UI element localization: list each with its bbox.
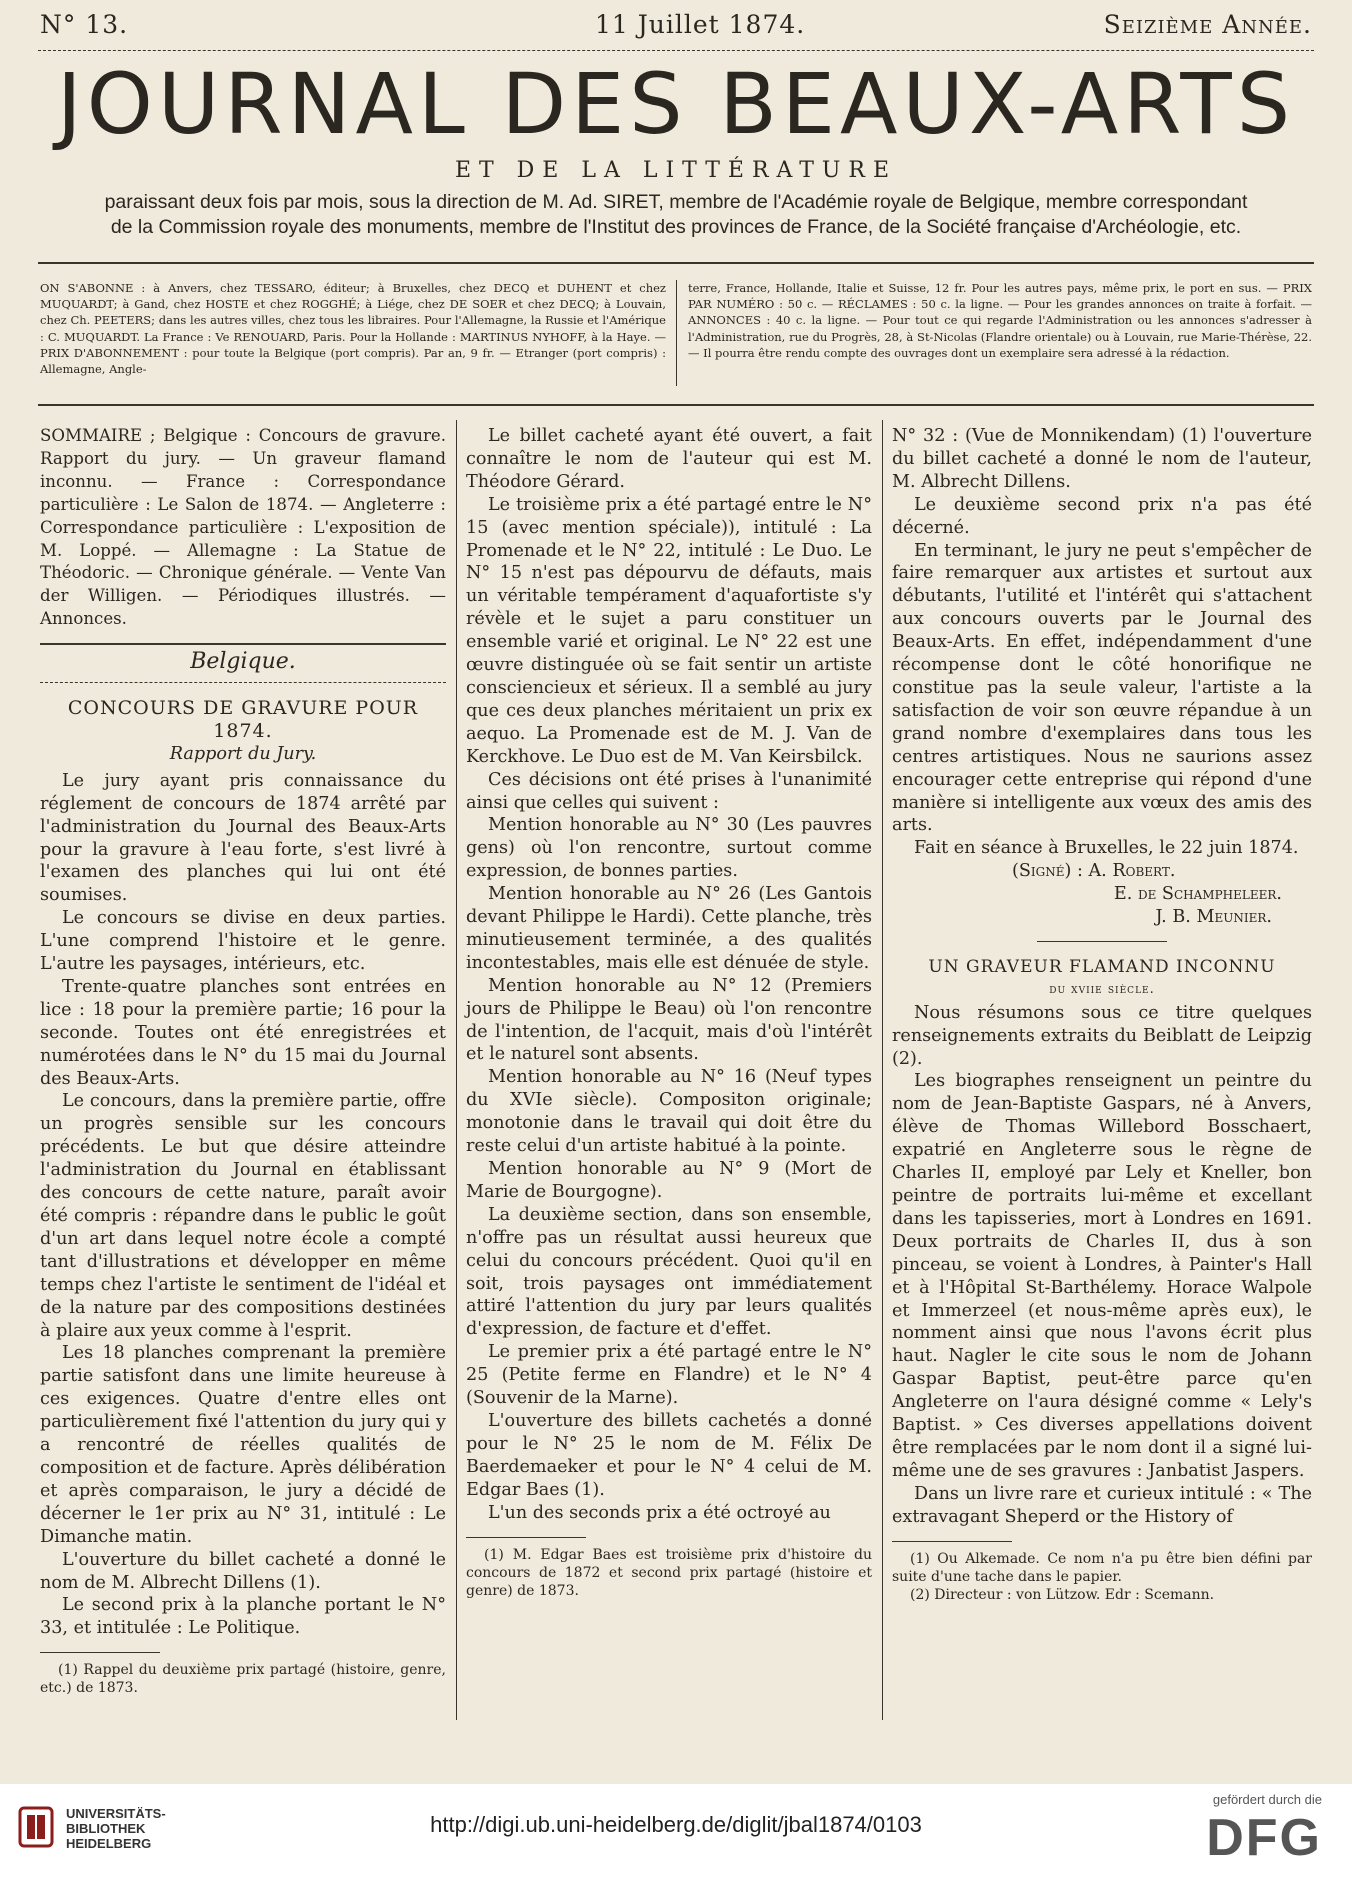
masthead-divider (38, 262, 1314, 264)
paragraph: Nous résumons sous ce titre quelques renseignements extraits du Beiblatt de Leipzig (2). (892, 1002, 1312, 1069)
issue-date: 11 Juillet 1874. (595, 10, 806, 39)
article-heading-concours: CONCOURS DE GRAVURE POUR 1874. (67, 697, 419, 742)
paragraph: Le billet cacheté ayant été ouvert, a fait connaître le nom de l'auteur qui est M. Théodore Gérard. (466, 426, 872, 492)
library-line: BIBLIOTHEK (66, 1821, 146, 1836)
paragraph: N° 32 : (Vue de Monnikendam) (1) l'ouverture du billet cacheté a donné le nom de l'auteur, M. Albrecht Dillens. (892, 426, 1312, 492)
paragraph: Mention honorable au N° 16 (Neuf types du XVIe siècle). Compositon originale; monotonie dans le travail qui doit être du reste celui d'un artiste habitué à la pointe. (466, 1067, 872, 1157)
paragraph: Mention honorable au N° 30 (Les pauvres gens) où l'on rencontre, surtout comme expression, de bonnes parties. (466, 815, 872, 882)
paragraph: L'ouverture du billet cacheté a donné le nom de M. Albrecht Dillens (1). (40, 1549, 446, 1593)
signature-meunier: J. B. Meunier. (1155, 907, 1272, 928)
article-divider (1037, 941, 1167, 942)
paragraph: Mention honorable au N° 26 (Les Gantois devant Philippe le Hardi). Cette planche, très minutieusement terminée, a des qualités incontestables, mais elle est dénuée de style. (466, 884, 872, 973)
footnote: (1) Rappel du deuxième prix partagé (histoire, genre, etc.) de 1873. (40, 1662, 446, 1697)
dfg-logo: DFG (1206, 1809, 1322, 1867)
paragraph-date: Fait en séance à Bruxelles, le 22 juin 1874. (914, 838, 1299, 859)
footnote-divider (40, 1652, 160, 1653)
paragraph: Le concours se divise en deux parties. L'une comprend l'histoire et le genre. L'autre les paysages, intérieurs, etc. (40, 908, 446, 975)
column-3 (892, 425, 1312, 1604)
masthead-subtitle: ET DE LA LITTÉRATURE (454, 158, 898, 183)
signature-robert: (Signé) : A. Robert. (1012, 861, 1176, 882)
issue-number: N° 13. (40, 10, 129, 39)
article-subheading-siecle: du xviie siècle. (1049, 981, 1155, 997)
digitization-footer (0, 1784, 1352, 1880)
paragraph: Ces décisions ont été prises à l'unanimité ainsi que celles qui suivent : (466, 769, 872, 813)
footnote: (1) Ou Alkemade. Ce nom n'a pu être bien défini par suite d'une tache dans le papier. (892, 1550, 1312, 1585)
subscription-info-right: terre, France, Hollande, Italie et Suisse, 12 fr. Pour les autres pays, même prix, le port en sus. — PRIX PAR NUMÉRO : 50 c. — RÉCLAMES : 50 c. la ligne. — Pour les grandes annonces on traite à forfait. — ANNONCES : 40 c. la ligne. — Pour tout ce qui regarde l'Administration ou les annonces s'adresser à l'Administration, rue du Progrès, 28, à St-Nicolas (Flandre orientale) ou à Louvain, rue Marie-Thérèse, 22. — Il pourra être rendu compte des ouvrages dont un exemplaire sera adressé à la rédaction. (688, 281, 1312, 360)
header-divider (38, 50, 1314, 51)
subscription-column-divider (676, 280, 677, 386)
section-belgique: Belgique. (190, 649, 296, 675)
library-line: UNIVERSITÄTS- (66, 1806, 166, 1821)
column-2 (466, 425, 872, 1600)
footnote: (2) Directeur : von Lützow. Edr : Scemann. (910, 1586, 1215, 1603)
paragraph: L'ouverture des billets cachetés a donné pour le N° 25 le nom de M. Félix De Baerdemaeker et pour le N° 4 celui de M. Edgar Baes (1). (466, 1410, 872, 1500)
paragraph: Dans un livre rare et curieux intitulé : « The extravagant Sheperd or the History of (892, 1483, 1312, 1527)
source-url-link[interactable]: http://digi.ub.uni-heidelberg.de/diglit/jbal1874/0103 (430, 1812, 922, 1837)
column-1 (40, 425, 446, 1697)
paragraph: La deuxième section, dans son ensemble, n'offre pas un résultat aussi heureux que celui du concours précédent. Quoi qu'il en soit, trois paysages ont immédiatement attiré l'attention du jury par leurs qualités d'expression, de facture et d'effet. (466, 1204, 872, 1340)
sommaire-divider (40, 643, 446, 645)
sommaire: SOMMAIRE ; Belgique : Concours de gravure. Rapport du jury. — Un graveur flamand inconnu. — France : Correspondance particulière : Le Salon de 1874. — Angleterre : Correspondance particulière : L'exposition de M. Loppé. — Allemagne : La Statue de Théodoric. — Chronique générale. — Vente Van der Willigen. — Périodiques illustrés. — Annonces. (40, 426, 446, 629)
subscription-info-left: ON S'ABONNE : à Anvers, chez TESSARO, éditeur; à Bruxelles, chez DECQ et DUHENT et chez MUQUARDT; à Gand, chez HOSTE et chez ROGGHÉ; à Liége, chez DE SOER et chez DECQ; à Louvain, chez Ch. PEETERS; dans les autres villes, chez tous les libraires. Pour l'Allemagne, la Russie et l'Amérique : C. MUQUARDT. La France : Ve RENOUARD, Paris. Pour la Hollande : MARTINUS NYHOFF, à la Haye. — PRIX D'ABONNEMENT : pour toute la Belgique (port compris). Par an, 9 fr. — Etranger (port compris) : Allemagne, Angle- (40, 281, 666, 377)
column-divider-1 (456, 420, 457, 1720)
issue-header (40, 10, 1312, 38)
section-divider (40, 682, 446, 683)
paragraph: Le jury ayant pris connaissance du réglement de concours de 1874 arrêté par l'administration du Journal des Beaux-Arts pour la gravure à l'eau forte, s'est livré à l'examen des planches qui lui ont été soumises. (40, 770, 446, 906)
footnote: (1) M. Edgar Baes est troisième prix d'histoire du concours de 1872 et second prix partagé (histoire et genre) de 1873. (466, 1546, 872, 1599)
paragraph: Le premier prix a été partagé entre le N° 25 (Petite ferme en Flandre) et le N° 4 (Souvenir de la Marne). (466, 1342, 872, 1409)
paragraph: Le concours, dans la première partie, offre un progrès sensible sur les concours précédents. Le but que désire atteindre l'administration du Journal en établissant des concours de cette nature, paraît avoir été compris : répandre dans le public le goût d'un art dans lequel notre école a compté tant d'illustrations et développer en même temps chez l'artiste le sentiment de l'idéal et de la nature par des compositions destinées à plaire aux yeux comme à l'esprit. (40, 1091, 446, 1341)
signature-schampheleer: E. de Schampheleer. (1113, 884, 1282, 905)
paragraph: Les 18 planches comprenant la première partie satisfont dans une limite heureuse à ces exigences. Quatre d'entre elles ont particulièrement fixé l'attention du jury qui y a rencontré de réelles qualités de composition et de facture. Après délibération et après comparaison, le jury a décidé de décerner le 1er prix au N° 31, intitulé : Le Dimanche matin. (40, 1343, 446, 1547)
paragraph: Le second prix à la planche portant le N° 33, et intitulée : Le Politique. (40, 1595, 446, 1639)
paragraph: Le deuxième second prix n'a pas été décerné. (892, 494, 1312, 538)
paragraph: Mention honorable au N° 9 (Mort de Marie de Bourgogne). (466, 1159, 872, 1202)
paragraph: Mention honorable au N° 12 (Premiers jours de Philippe le Beau) où l'on rencontre de l'intention, de l'acquit, mais d'où l'intérêt et le naturel sont absents. (466, 975, 872, 1065)
paragraph: Les biographes renseignent un peintre du nom de Jean-Baptiste Gaspars, né à Anvers, élève de Thomas Willebord Bosschaert, expatrié en Angleterre sous le règne de Charles II, employé par Lely et Kneller, bon peintre de portraits lui-même et excellant dans les tapisseries, mort à Londres en 1691. Deux portraits de Charles II, dus à son pinceau, se voient à Londres, à Painter's Hall et à l'Hôpital St-Barthélemy. Horace Walpole et Immerzeel (et nous-même après eux), le nomment ainsi que nous l'avons écrit plus haut. Nagler le cite sous le nom de Johann Gaspar Baptist, peut-être parce qu'en Angleterre on l'aura désigné comme « Lely's Baptist. » Ces diverses appellations doivent être remplacées par le nom dont il a signé lui-même une de ses gravures : Janbatist Jaspers. (892, 1071, 1312, 1481)
paragraph: Trente-quatre planches sont entrées en lice : 18 pour la première partie; 16 pour la seconde. Toutes ont été enregistrées et numérotées dans le N° du 15 mai du Journal des Beaux-Arts. (40, 976, 446, 1089)
issue-year: Seizième Année. (1103, 10, 1312, 39)
paragraph: Le troisième prix a été partagé entre le N° 15 (avec mention spéciale)), intitulé : La Promenade et le N° 22, intitulé : Le Duo. Le N° 15 n'est pas dépourvu de défauts, mais un véritable tempérament d'aquafortiste s'y révèle et le sujet a paru constituer un ensemble varié et original. Le N° 22 est une œuvre distinguée où se fait sentir un artiste consciencieux et sérieux. Il a semblé au jury que ces deux planches méritaient un prix ex aequo. La Promenade est de M. J. Van de Kerckhove. Le Duo est de M. Van Keirsbilck. (466, 494, 872, 767)
footnote-divider (892, 1541, 1012, 1542)
library-line: HEIDELBERG (66, 1836, 152, 1851)
body-top-divider (38, 404, 1314, 406)
masthead-title: JOURNAL DES BEAUX-ARTS (56, 55, 1296, 153)
article-subheading-rapport: Rapport du Jury. (169, 743, 317, 764)
column-divider-2 (882, 420, 883, 1720)
footnote-divider (466, 1537, 586, 1538)
masthead-description-line2: de la Commission royale des monuments, membre de l'Institut des provinces de France, de la Société française d'Archéologie, etc. (110, 216, 1242, 238)
masthead-description-line1: paraissant deux fois par mois, sous la direction de M. Ad. SIRET, membre de l'Académie royale de Belgique, membre correspondant (104, 191, 1248, 213)
paragraph: En terminant, le jury ne peut s'empêcher de faire remarquer aux artistes et surtout aux débutants, l'utilité et l'intérêt qui s'attachent aux concours ouverts par le Journal des Beaux-Arts. En effet, indépendamment d'une récompense dont le côté honorifique ne constitue pas la seule valeur, l'artiste a la satisfaction de voir son œuvre répandue à un grand nombre d'exemplaires dans tous les centres artistiques. Nous ne saurions assez encourager cette entreprise qui répond d'une manière si intelligente aux vœux des amis des arts. (892, 540, 1312, 836)
article-heading-graveur: UN GRAVEUR FLAMAND INCONNU (928, 956, 1276, 977)
sponsor-text: gefördert durch die (1212, 1792, 1322, 1807)
masthead-description (40, 190, 1312, 240)
paragraph: L'un des seconds prix a été octroyé au (488, 1502, 831, 1523)
